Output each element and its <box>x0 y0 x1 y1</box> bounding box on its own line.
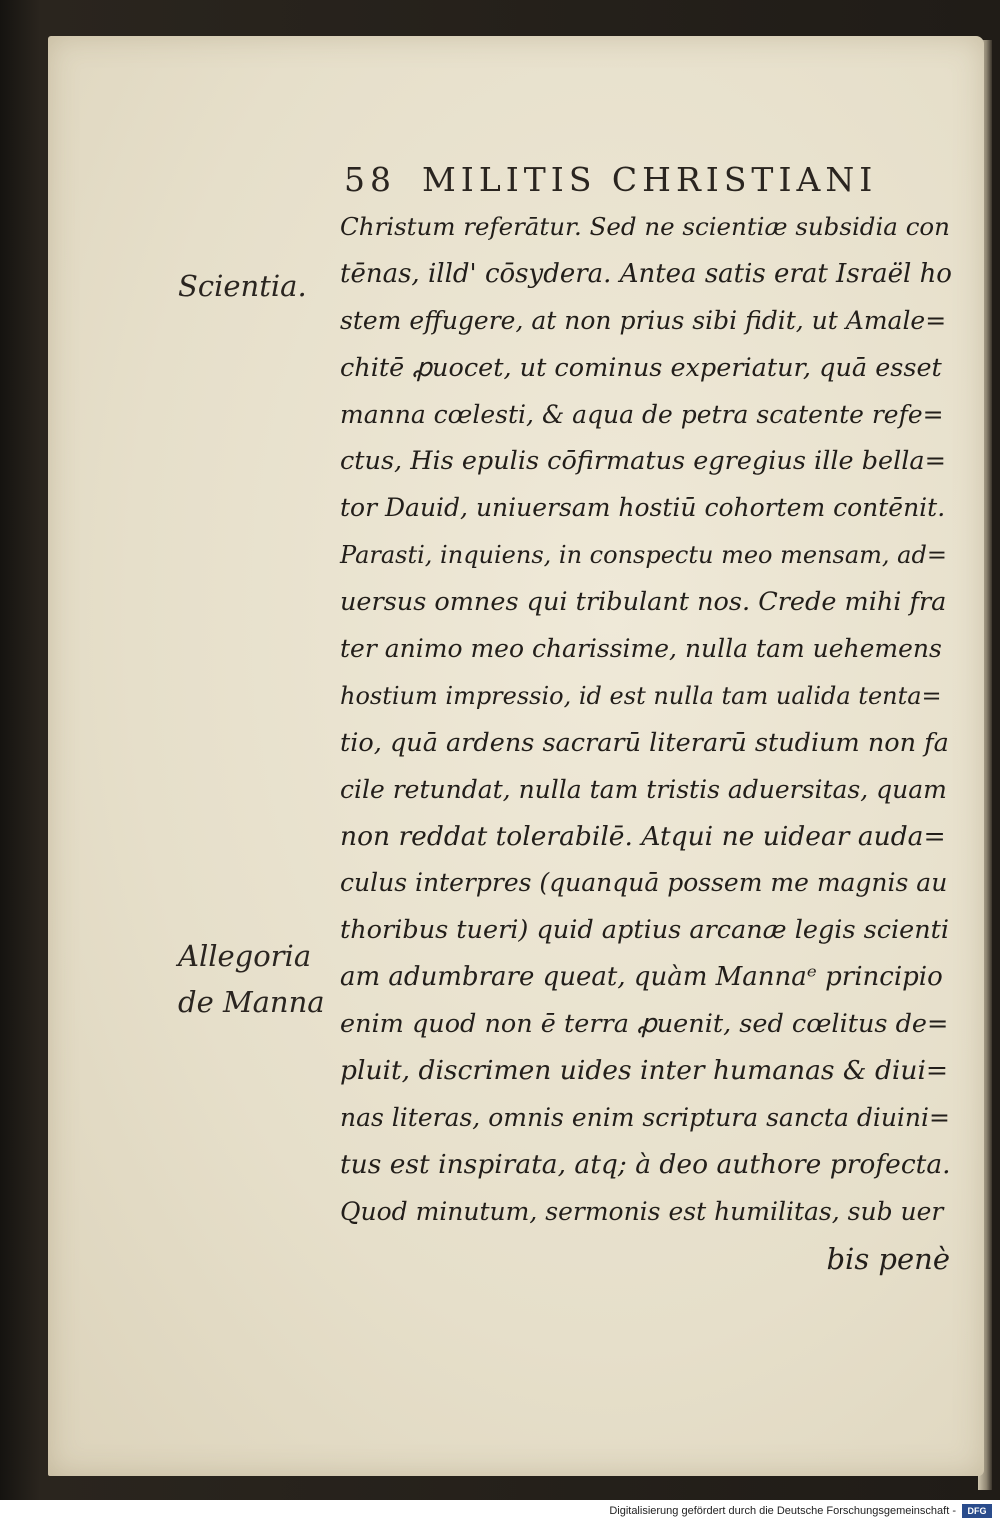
marginal-note-scientia: Scientia. <box>178 269 307 303</box>
main-text-block <box>340 204 950 1282</box>
text-line: Christum referātur. Sed ne scientiæ subsidia con <box>340 212 950 241</box>
text-line: nas literas, omnis enim scriptura sancta diuini= <box>340 1102 950 1132</box>
marginal-note-allegoria: Allegoria <box>178 939 312 973</box>
text-line: Quod minutum, sermonis est humilitas, sub uer <box>340 1196 944 1226</box>
text-line: pluit, discrimen uides inter humanas & diui= <box>340 1055 949 1087</box>
text-line: hostium impressio, id est nulla tam ualida tenta= <box>340 681 942 710</box>
text-line: ter animo meo charissime, nulla tam uehemens <box>340 634 942 664</box>
funding-notice: Digitalisierung gefördert durch die Deutsche Forschungsgemeinschaft - <box>609 1505 956 1517</box>
text-line: tus est inspirata, atq; à deo authore profecta. <box>340 1148 951 1180</box>
text-line: chitē ꝓuocet, ut cominus experiatur, quā esset <box>340 352 942 383</box>
text-line: non reddat tolerabilē. Atqui ne uidear auda= <box>340 820 946 852</box>
page-number: 58 <box>344 160 396 199</box>
running-title: MILITIS CHRISTIANI <box>422 160 878 199</box>
text-line: manna cœlesti, & aqua de petra scatente refe= <box>340 399 944 429</box>
digitization-footer <box>0 1500 1000 1523</box>
text-line: tor Dauid, uniuersam hostiū cohortem contēnit. <box>340 493 946 523</box>
text-line: tēnas, illd' cōsydera. Antea satis erat Israël ho <box>340 258 952 289</box>
text-line: cile retundat, nulla tam tristis aduersitas, quam <box>340 774 947 804</box>
marginal-note-de-manna: de Manna <box>178 985 325 1019</box>
text-line: am adumbrare queat, quàm Mannaᵉ principio <box>340 962 943 993</box>
dfg-logo: DFG <box>962 1504 992 1518</box>
text-line: thoribus tueri) quid aptius arcanæ legis scienti <box>340 915 950 946</box>
text-line: Parasti, inquiens, in conspectu meo mensam, ad= <box>340 541 947 570</box>
running-header <box>344 160 903 199</box>
text-line: ctus, His epulis cōfirmatus egregius ille bella= <box>340 446 946 477</box>
text-line: stem effugere, at non prius sibi fidit, ut Amale= <box>340 305 947 335</box>
catchword: bis penè <box>826 1241 950 1276</box>
text-line: culus interpres (quanquā possem me magnis au <box>340 868 948 898</box>
text-line: tio, quā ardens sacrarū literarū studium non fa <box>340 727 949 758</box>
text-line: enim quod non ē terra ꝓuenit, sed cœlitus de= <box>340 1009 949 1040</box>
text-line: uersus omnes qui tribulant nos. Crede mihi fra <box>340 587 947 618</box>
